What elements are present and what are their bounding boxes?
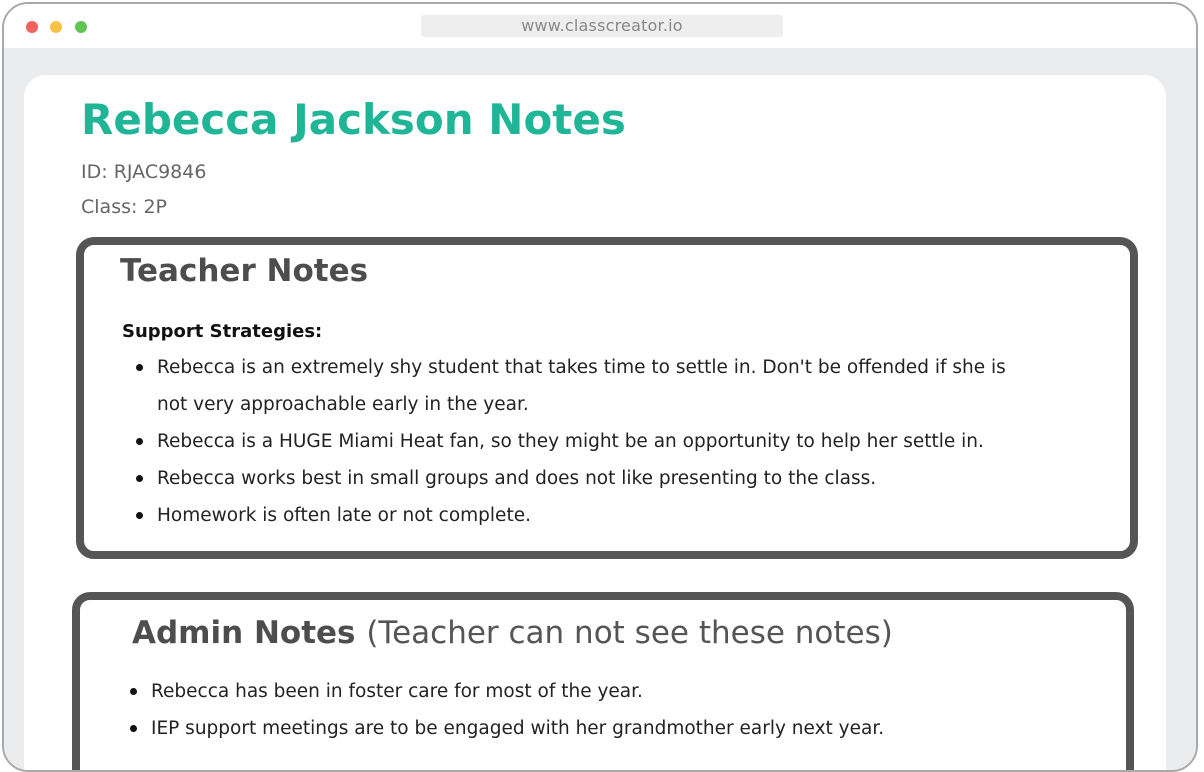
student-id <box>81 159 206 185</box>
student-id-label: ID: <box>81 161 108 183</box>
admin-notes-title: Admin Notes <box>132 615 356 651</box>
browser-titlebar <box>4 4 1196 48</box>
list-item <box>134 349 1039 423</box>
bullet-icon <box>130 688 137 695</box>
bullet-icon <box>136 438 143 445</box>
bullet-icon <box>136 475 143 482</box>
admin-notes-list <box>128 673 1088 747</box>
bullet-icon <box>136 364 143 371</box>
admin-notes-card <box>72 592 1134 772</box>
address-bar[interactable]: www.classcreator.io <box>421 15 783 37</box>
page-title: Rebecca Jackson Notes <box>81 95 626 144</box>
list-item <box>134 497 1039 534</box>
browser-window <box>2 2 1198 772</box>
list-item-text: Rebecca is a HUGE Miami Heat fan, so they might be an opportunity to help her settle in. <box>157 431 984 452</box>
student-class-label: Class: <box>81 196 138 218</box>
close-window-button[interactable] <box>26 21 38 33</box>
page-content <box>24 75 1166 772</box>
list-item <box>128 673 1088 710</box>
bullet-icon <box>136 512 143 519</box>
teacher-notes-card <box>76 237 1138 559</box>
admin-notes-heading <box>132 613 893 653</box>
admin-notes-visibility-note: (Teacher can not see these notes) <box>366 615 893 651</box>
teacher-notes-list <box>134 349 1039 534</box>
list-item <box>128 710 1088 747</box>
maximize-window-button[interactable] <box>75 21 87 33</box>
support-strategies-heading: Support Strategies: <box>122 321 323 342</box>
student-class <box>81 194 167 220</box>
teacher-notes-heading: Teacher Notes <box>120 253 369 289</box>
student-class-value: 2P <box>143 196 167 218</box>
list-item <box>134 423 1039 460</box>
minimize-window-button[interactable] <box>50 21 62 33</box>
list-item-text: Rebecca has been in foster care for most of the year. <box>151 681 643 702</box>
list-item-text: IEP support meetings are to be engaged with her grandmother early next year. <box>151 718 885 739</box>
list-item-text: Rebecca works best in small groups and does not like presenting to the class. <box>157 468 877 489</box>
list-item <box>134 460 1039 497</box>
student-id-value: RJAC9846 <box>113 161 207 183</box>
bullet-icon <box>130 725 137 732</box>
list-item-text: Rebecca is an extremely shy student that takes time to settle in. Don't be offended if she is not very approachable early in the year. <box>157 357 1006 415</box>
list-item-text: Homework is often late or not complete. <box>157 505 531 526</box>
